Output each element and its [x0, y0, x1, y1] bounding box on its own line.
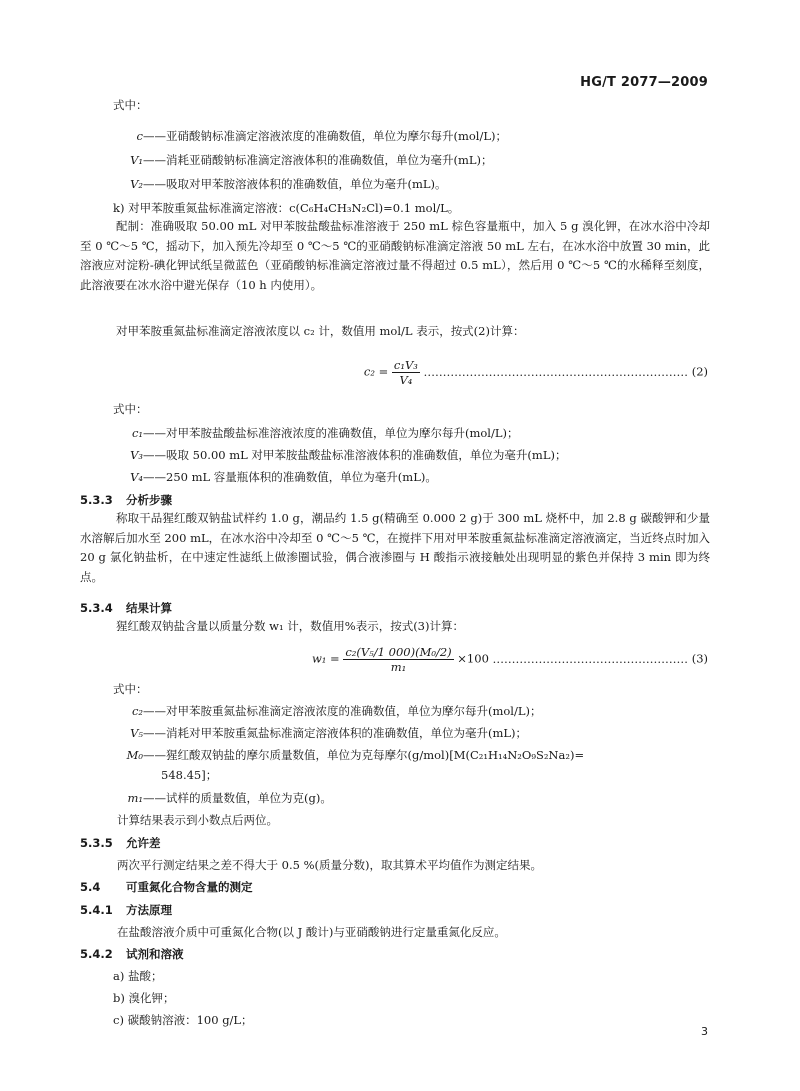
reagent-list-item: a) 盐酸；: [113, 969, 163, 983]
equation-number: (2): [691, 364, 708, 379]
variable-definition: V₁——消耗亚硝酸钠标准滴定溶液体积的准确数值，单位为毫升(mL)；: [130, 153, 493, 167]
variable-definition: M₀——猩红酸双钠盐的摩尔质量数值，单位为克每摩尔(g/mol)[M(C₂₁H₁₄N₂O₉S₂Na₂)=: [126, 748, 585, 762]
formula-label: 式中：: [113, 402, 148, 416]
variable-definition-continued: 548.45]；: [161, 768, 218, 782]
section-heading-5-3-3: 5.3.3 分析步骤: [80, 493, 172, 507]
variable-definition: V₂——吸取对甲苯胺溶液体积的准确数值，单位为毫升(mL)。: [130, 177, 447, 191]
leader-dots: ……………………………………………: [492, 651, 689, 666]
variable-definition: m₁——试样的质量数值，单位为克(g)。: [127, 791, 332, 805]
reagent-item-k: k) 对甲苯胺重氮盐标准滴定溶液：c(C₆H₄CH₃N₂Cl)=0.1 mol/L。: [113, 201, 460, 215]
equation-2: [364, 358, 708, 387]
page-number: 3: [701, 1025, 708, 1038]
variable-definition: c——亚硝酸钠标准滴定溶液浓度的准确数值，单位为摩尔每升(mol/L)；: [136, 129, 507, 143]
eq3-multiplier: ×100: [457, 651, 489, 666]
eq2-lhs: c₂ =: [363, 364, 389, 379]
variable-definition: V₃——吸取 50.00 mL 对甲苯胺盐酸盐标准溶液体积的准确数值，单位为毫升(mL)；: [130, 448, 567, 462]
result-calc-intro: 猩红酸双钠盐含量以质量分数 w₁ 计，数值用%表示，按式(3)计算：: [116, 619, 464, 633]
equation-3: [312, 645, 708, 674]
eq3-fraction: $\frac{\text{c₂(V₅/1 000)(M₀/2)}}{\text{m₁}}$: [345, 645, 452, 674]
leader-dots: ……………………………………………………………: [423, 364, 689, 379]
method-principle-text: 在盐酸溶液介质中可重氮化合物(以 J 酸计)与亚硝酸钠进行定量重氮化反应。: [117, 925, 506, 939]
variable-definition: V₅——消耗对甲苯胺重氮盐标准滴定溶液体积的准确数值，单位为毫升(mL)；: [130, 726, 528, 740]
variable-definition: V₄——250 mL 容量瓶体积的准确数值，单位为毫升(mL)。: [130, 470, 437, 484]
analysis-procedure-paragraph: 称取干品猩红酸双钠盐试样约 1.0 g，潮品约 1.5 g(精确至 0.000 2 g)于 300 mL 烧杯中，加 2.8 g 碳酸钾和少量水溶解后加水至 200 mL，在冰水浴中冷却至 0 ℃～5 ℃，在搅拌下用对甲苯胺重氮盐标准滴定溶液滴定，当近终点时加入 20 g 氯化钠盐析，在中速定性滤纸上做渗圈试验，偶合液渗圈与 H 酸指示液接触处出现明显的紫色并保持 3 min 即为终点。: [80, 511, 710, 584]
standard-number: HG/T 2077—2009: [580, 75, 708, 90]
section-heading-5-4-2: 5.4.2 试剂和溶液: [80, 947, 184, 961]
formula-label: 式中：: [113, 682, 148, 696]
equation-number: (3): [691, 651, 708, 666]
concentration-paragraph: 对甲苯胺重氮盐标准滴定溶液浓度以 c₂ 计，数值用 mol/L 表示，按式(2)计算：: [116, 324, 525, 338]
rounding-note: 计算结果表示到小数点后两位。: [117, 813, 278, 827]
reagent-list-item: b) 溴化钾；: [113, 991, 175, 1005]
reagent-list-item: c) 碳酸钠溶液：100 g/L；: [113, 1013, 253, 1027]
preparation-paragraph: 配制：准确吸取 50.00 mL 对甲苯胺盐酸盐标准溶液于 250 mL 棕色容量瓶中，加入 5 g 溴化钾，在冰水浴中冷却至 0 ℃～5 ℃，摇动下，加入预先冷却至 0 ℃～5 ℃的亚硝酸钠标准滴定溶液 50 mL 左右，在冰水浴中放置 30 min，此溶液应对淀粉-碘化钾试纸呈微蓝色（亚硝酸钠标准滴定溶液过量不得超过 0.5 mL），然后用 0 ℃～5 ℃的水稀释至刻度，此溶液要在冰水浴中避光保存（10 h 内使用）。: [80, 219, 710, 292]
formula-label: 式中：: [113, 98, 148, 112]
eq2-fraction: $\frac{\text{c₁V₃}}{\text{V₄}}$: [393, 358, 418, 387]
eq3-lhs: w₁ =: [311, 651, 340, 666]
section-heading-5-4-1: 5.4.1 方法原理: [80, 903, 172, 917]
section-heading-5-3-5: 5.3.5 允许差: [80, 836, 161, 850]
section-heading-5-4: 5.4 可重氮化合物含量的测定: [80, 880, 253, 894]
variable-definition: c₂——对甲苯胺重氮盐标准滴定溶液浓度的准确数值，单位为摩尔每升(mol/L)；: [131, 704, 542, 718]
tolerance-text: 两次平行测定结果之差不得大于 0.5 %(质量分数)，取其算术平均值作为测定结果。: [117, 858, 542, 872]
section-heading-5-3-4: 5.3.4 结果计算: [80, 601, 172, 615]
variable-definition: c₁——对甲苯胺盐酸盐标准溶液浓度的准确数值，单位为摩尔每升(mol/L)；: [131, 426, 519, 440]
